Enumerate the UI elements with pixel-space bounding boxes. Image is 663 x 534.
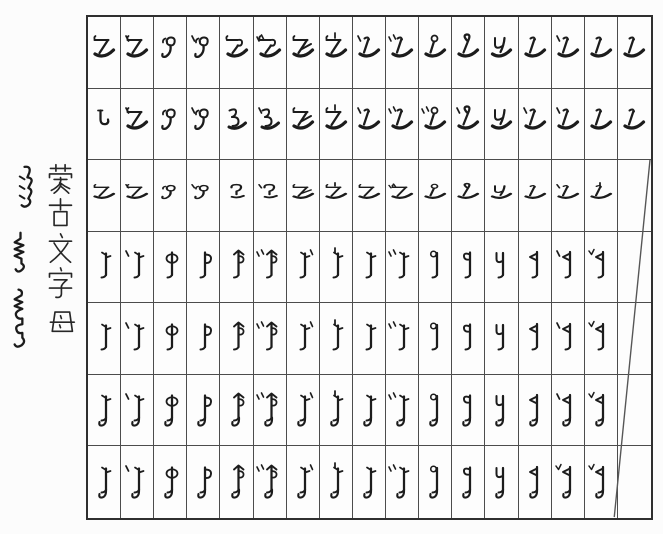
- letter-glyph-stemcurl: [453, 381, 483, 439]
- table-cell: [88, 89, 121, 161]
- letter-glyph-sweep: [520, 95, 550, 153]
- table-cell: [220, 232, 253, 304]
- table-cell: [386, 375, 419, 447]
- letter-glyph-stemy: [486, 310, 516, 368]
- table-cell: [187, 303, 220, 375]
- letter-glyph-sweep: [520, 23, 550, 81]
- table-cell: [187, 232, 220, 304]
- letter-glyph-stem: [122, 238, 152, 296]
- table-cell: [618, 89, 651, 161]
- table-cell: [519, 232, 552, 304]
- letter-glyph-stemcurl: [453, 238, 483, 296]
- letter-glyph-stemtri: [520, 381, 550, 439]
- table-cell: [154, 89, 187, 161]
- letter-glyph-loop9: [188, 166, 218, 224]
- letter-glyph-loop9: [188, 95, 218, 153]
- table-cell: [287, 303, 320, 375]
- letter-glyph-zacross: [288, 23, 318, 81]
- letter-glyph-stemtri: [553, 453, 583, 511]
- letter-glyph-sweep: [619, 95, 649, 153]
- table-cell: [154, 232, 187, 304]
- letter-glyph-stemhat: [255, 238, 285, 296]
- table-cell: [88, 160, 121, 232]
- table-cell: [121, 17, 154, 89]
- chinese-char-3: [45, 232, 76, 265]
- table-cell: [452, 375, 485, 447]
- table-cell: [154, 446, 187, 518]
- table-cell: [187, 17, 220, 89]
- table-cell: [187, 160, 220, 232]
- letter-glyph-phi: [155, 381, 185, 439]
- letter-glyph-stem: [354, 310, 384, 368]
- letter-glyph-za: [354, 166, 384, 224]
- table-cell: [121, 89, 154, 161]
- table-cell: [452, 303, 485, 375]
- table-cell-empty: [618, 375, 651, 447]
- letter-glyph-hookj: [89, 95, 119, 153]
- letter-glyph-za: [387, 166, 417, 224]
- table-cell: [585, 89, 618, 161]
- table-cell: [353, 160, 386, 232]
- letter-glyph-stemtri: [586, 238, 616, 296]
- letter-glyph-sweep: [586, 23, 616, 81]
- letter-glyph-stemring: [420, 310, 450, 368]
- letter-glyph-loop9: [155, 95, 185, 153]
- letter-glyph-stemhat: [255, 310, 285, 368]
- letter-glyph-stemtri: [553, 310, 583, 368]
- letter-glyph-zloop: [222, 23, 252, 81]
- table-cell: [585, 303, 618, 375]
- letter-glyph-stem: [354, 381, 384, 439]
- table-cell: [320, 232, 353, 304]
- table-cell: [585, 446, 618, 518]
- table-cell: [154, 160, 187, 232]
- letter-glyph-stem: [387, 238, 417, 296]
- table-cell: [585, 17, 618, 89]
- table-cell: [585, 232, 618, 304]
- table-cell: [220, 446, 253, 518]
- table-cell: [485, 232, 518, 304]
- table-cell: [88, 303, 121, 375]
- letter-glyph-loop9: [155, 23, 185, 81]
- letter-glyph-curlsweep: [453, 95, 483, 153]
- table-cell: [353, 303, 386, 375]
- letter-glyph-stem: [387, 310, 417, 368]
- letter-glyph-stemhat: [222, 381, 252, 439]
- table-cell: [220, 375, 253, 447]
- table-cell: [519, 446, 552, 518]
- letter-glyph-zacross: [288, 166, 318, 224]
- letter-glyph-zacross: [288, 95, 318, 153]
- letter-glyph-ringsweep: [420, 95, 450, 153]
- table-cell: [585, 160, 618, 232]
- letter-glyph-stem: [354, 453, 384, 511]
- table-cell-empty: [618, 303, 651, 375]
- letter-glyph-sweep: [553, 23, 583, 81]
- table-cell: [320, 160, 353, 232]
- table-cell: [254, 89, 287, 161]
- letter-glyph-stemtri: [520, 238, 550, 296]
- letter-glyph-za: [321, 23, 351, 81]
- letter-glyph-za: [122, 166, 152, 224]
- table-cell: [353, 232, 386, 304]
- chinese-char-5: [45, 302, 76, 335]
- table-cell: [154, 303, 187, 375]
- mongolian-script-label: [0, 0, 44, 534]
- table-cell: [452, 232, 485, 304]
- letter-glyph-sweep: [387, 23, 417, 81]
- table-cell: [287, 160, 320, 232]
- table-cell: [287, 232, 320, 304]
- letter-glyph-stem: [288, 381, 318, 439]
- letter-glyph-stem: [122, 381, 152, 439]
- table-cell: [452, 89, 485, 161]
- letter-glyph-stem: [321, 238, 351, 296]
- letter-glyph-phi: [155, 453, 185, 511]
- letter-glyph-ringsweep: [420, 23, 450, 81]
- letter-glyph-stemcurl: [453, 453, 483, 511]
- table-cell: [254, 375, 287, 447]
- table-cell-empty: [618, 160, 651, 232]
- table-cell: [519, 160, 552, 232]
- table-cell: [220, 17, 253, 89]
- table-cell: [552, 375, 585, 447]
- letter-glyph-sweep: [354, 95, 384, 153]
- table-cell: [419, 89, 452, 161]
- letter-glyph-zloop: [255, 23, 285, 81]
- letter-glyph-stemhat: [222, 310, 252, 368]
- table-cell: [254, 17, 287, 89]
- letter-glyph-stemy: [486, 238, 516, 296]
- letter-glyph-stemtri: [520, 310, 550, 368]
- letter-glyph-stemy: [486, 381, 516, 439]
- table-cell: [419, 375, 452, 447]
- table-cell: [386, 17, 419, 89]
- table-cell: [386, 446, 419, 518]
- letter-glyph-stemtri: [586, 381, 616, 439]
- letter-glyph-stemring: [420, 453, 450, 511]
- table-cell: [552, 446, 585, 518]
- letter-glyph-phi2: [188, 381, 218, 439]
- table-cell-empty: [618, 232, 651, 304]
- table-cell: [121, 303, 154, 375]
- table-cell: [353, 17, 386, 89]
- letter-glyph-stemtri: [586, 453, 616, 511]
- letter-glyph-qm: [222, 166, 252, 224]
- table-cell: [121, 160, 154, 232]
- letter-glyph-three: [222, 95, 252, 153]
- letter-glyph-stemtri: [520, 453, 550, 511]
- table-cell: [220, 303, 253, 375]
- chinese-title-vertical: [45, 162, 77, 335]
- table-cell: [419, 17, 452, 89]
- table-cell: [585, 375, 618, 447]
- letter-glyph-phi2: [188, 238, 218, 296]
- letter-glyph-stem: [321, 453, 351, 511]
- table-cell-empty: [618, 446, 651, 518]
- letter-glyph-sweep: [553, 95, 583, 153]
- letter-glyph-sweep: [586, 166, 616, 224]
- table-cell: [419, 232, 452, 304]
- letter-glyph-stem: [321, 381, 351, 439]
- letter-glyph-stemtri: [553, 381, 583, 439]
- letter-glyph-cha: [486, 23, 516, 81]
- letter-glyph-sweep: [619, 23, 649, 81]
- table-cell: [386, 232, 419, 304]
- table-cell: [287, 446, 320, 518]
- table-cell: [419, 446, 452, 518]
- chinese-char-1: [45, 162, 76, 195]
- table-cell: [519, 303, 552, 375]
- letter-glyph-sweep: [520, 166, 550, 224]
- letter-glyph-stem: [288, 453, 318, 511]
- letter-glyph-loop9: [188, 23, 218, 81]
- table-cell: [519, 89, 552, 161]
- table-cell: [121, 232, 154, 304]
- table-cell: [88, 446, 121, 518]
- table-cell: [353, 89, 386, 161]
- table-cell: [485, 160, 518, 232]
- table-cell: [320, 89, 353, 161]
- mong-word-3: [6, 287, 31, 350]
- table-cell: [386, 303, 419, 375]
- table-cell: [121, 446, 154, 518]
- table-cell: [187, 89, 220, 161]
- letter-glyph-qm: [255, 166, 285, 224]
- table-cell: [552, 232, 585, 304]
- table-cell: [618, 17, 651, 89]
- letter-glyph-sweep: [553, 166, 583, 224]
- alphabet-table: [86, 15, 653, 520]
- table-cell: [485, 89, 518, 161]
- table-cell: [452, 17, 485, 89]
- letter-glyph-stem: [288, 238, 318, 296]
- letter-glyph-stem: [89, 238, 119, 296]
- table-cell: [419, 160, 452, 232]
- letter-glyph-stem: [288, 310, 318, 368]
- letter-glyph-stem: [354, 238, 384, 296]
- letter-glyph-stemtri: [586, 310, 616, 368]
- letter-glyph-stemy: [486, 453, 516, 511]
- table-cell: [353, 375, 386, 447]
- table-cell: [320, 17, 353, 89]
- table-cell: [254, 303, 287, 375]
- table-cell: [552, 303, 585, 375]
- table-cell: [287, 375, 320, 447]
- letter-glyph-stem: [89, 381, 119, 439]
- letter-glyph-curlsweep: [453, 166, 483, 224]
- table-cell: [220, 89, 253, 161]
- table-cell: [320, 303, 353, 375]
- table-cell: [154, 17, 187, 89]
- letter-glyph-loop9: [155, 166, 185, 224]
- table-cell: [452, 446, 485, 518]
- table-cell: [187, 446, 220, 518]
- letter-glyph-stemring: [420, 381, 450, 439]
- table-cell: [552, 89, 585, 161]
- table-cell: [88, 17, 121, 89]
- letter-glyph-stemtri: [553, 238, 583, 296]
- table-cell: [121, 375, 154, 447]
- letter-glyph-za: [122, 23, 152, 81]
- letter-glyph-stem: [387, 453, 417, 511]
- letter-glyph-stemhat: [222, 453, 252, 511]
- letter-glyph-za: [89, 166, 119, 224]
- letter-glyph-sweep: [586, 95, 616, 153]
- table-cell: [519, 17, 552, 89]
- letter-glyph-phi2: [188, 453, 218, 511]
- letter-glyph-stem: [89, 310, 119, 368]
- letter-glyph-stemring: [420, 238, 450, 296]
- letter-glyph-stem: [122, 310, 152, 368]
- mong-word-2: [8, 230, 33, 274]
- letter-glyph-phi: [155, 310, 185, 368]
- table-cell: [485, 446, 518, 518]
- table-cell: [320, 446, 353, 518]
- letter-glyph-stem: [89, 453, 119, 511]
- table-cell: [154, 375, 187, 447]
- table-cell: [386, 89, 419, 161]
- table-cell: [386, 160, 419, 232]
- letter-glyph-za: [89, 23, 119, 81]
- table-cell: [552, 160, 585, 232]
- table-grid: [88, 17, 651, 518]
- letter-glyph-stemhat: [255, 453, 285, 511]
- table-cell: [287, 17, 320, 89]
- letter-glyph-stem: [387, 381, 417, 439]
- chinese-char-4: [45, 267, 76, 300]
- table-cell: [254, 446, 287, 518]
- table-cell: [88, 232, 121, 304]
- table-cell: [552, 17, 585, 89]
- letter-glyph-stem: [321, 310, 351, 368]
- table-cell: [254, 160, 287, 232]
- table-cell: [88, 375, 121, 447]
- letter-glyph-stemhat: [255, 381, 285, 439]
- letter-glyph-cha: [486, 166, 516, 224]
- letter-glyph-cha: [486, 95, 516, 153]
- mong-word-1: [13, 164, 36, 210]
- letter-glyph-sweep: [354, 23, 384, 81]
- table-cell: [320, 375, 353, 447]
- letter-glyph-sweep: [387, 95, 417, 153]
- table-cell: [419, 303, 452, 375]
- letter-glyph-stemhat: [222, 238, 252, 296]
- letter-glyph-stemcurl: [453, 310, 483, 368]
- table-cell: [254, 232, 287, 304]
- letter-glyph-ringsweep: [420, 166, 450, 224]
- letter-glyph-za: [321, 166, 351, 224]
- chinese-char-2: [45, 197, 76, 230]
- letter-glyph-phi2: [188, 310, 218, 368]
- table-cell: [519, 375, 552, 447]
- table-cell: [287, 89, 320, 161]
- letter-glyph-stem: [122, 453, 152, 511]
- table-cell: [353, 446, 386, 518]
- letter-glyph-za: [122, 95, 152, 153]
- table-cell: [452, 160, 485, 232]
- letter-glyph-za: [321, 95, 351, 153]
- table-cell: [485, 303, 518, 375]
- letter-glyph-phi: [155, 238, 185, 296]
- letter-glyph-three: [255, 95, 285, 153]
- table-cell: [485, 375, 518, 447]
- letter-glyph-curlsweep: [453, 23, 483, 81]
- table-cell: [220, 160, 253, 232]
- table-cell: [485, 17, 518, 89]
- table-cell: [187, 375, 220, 447]
